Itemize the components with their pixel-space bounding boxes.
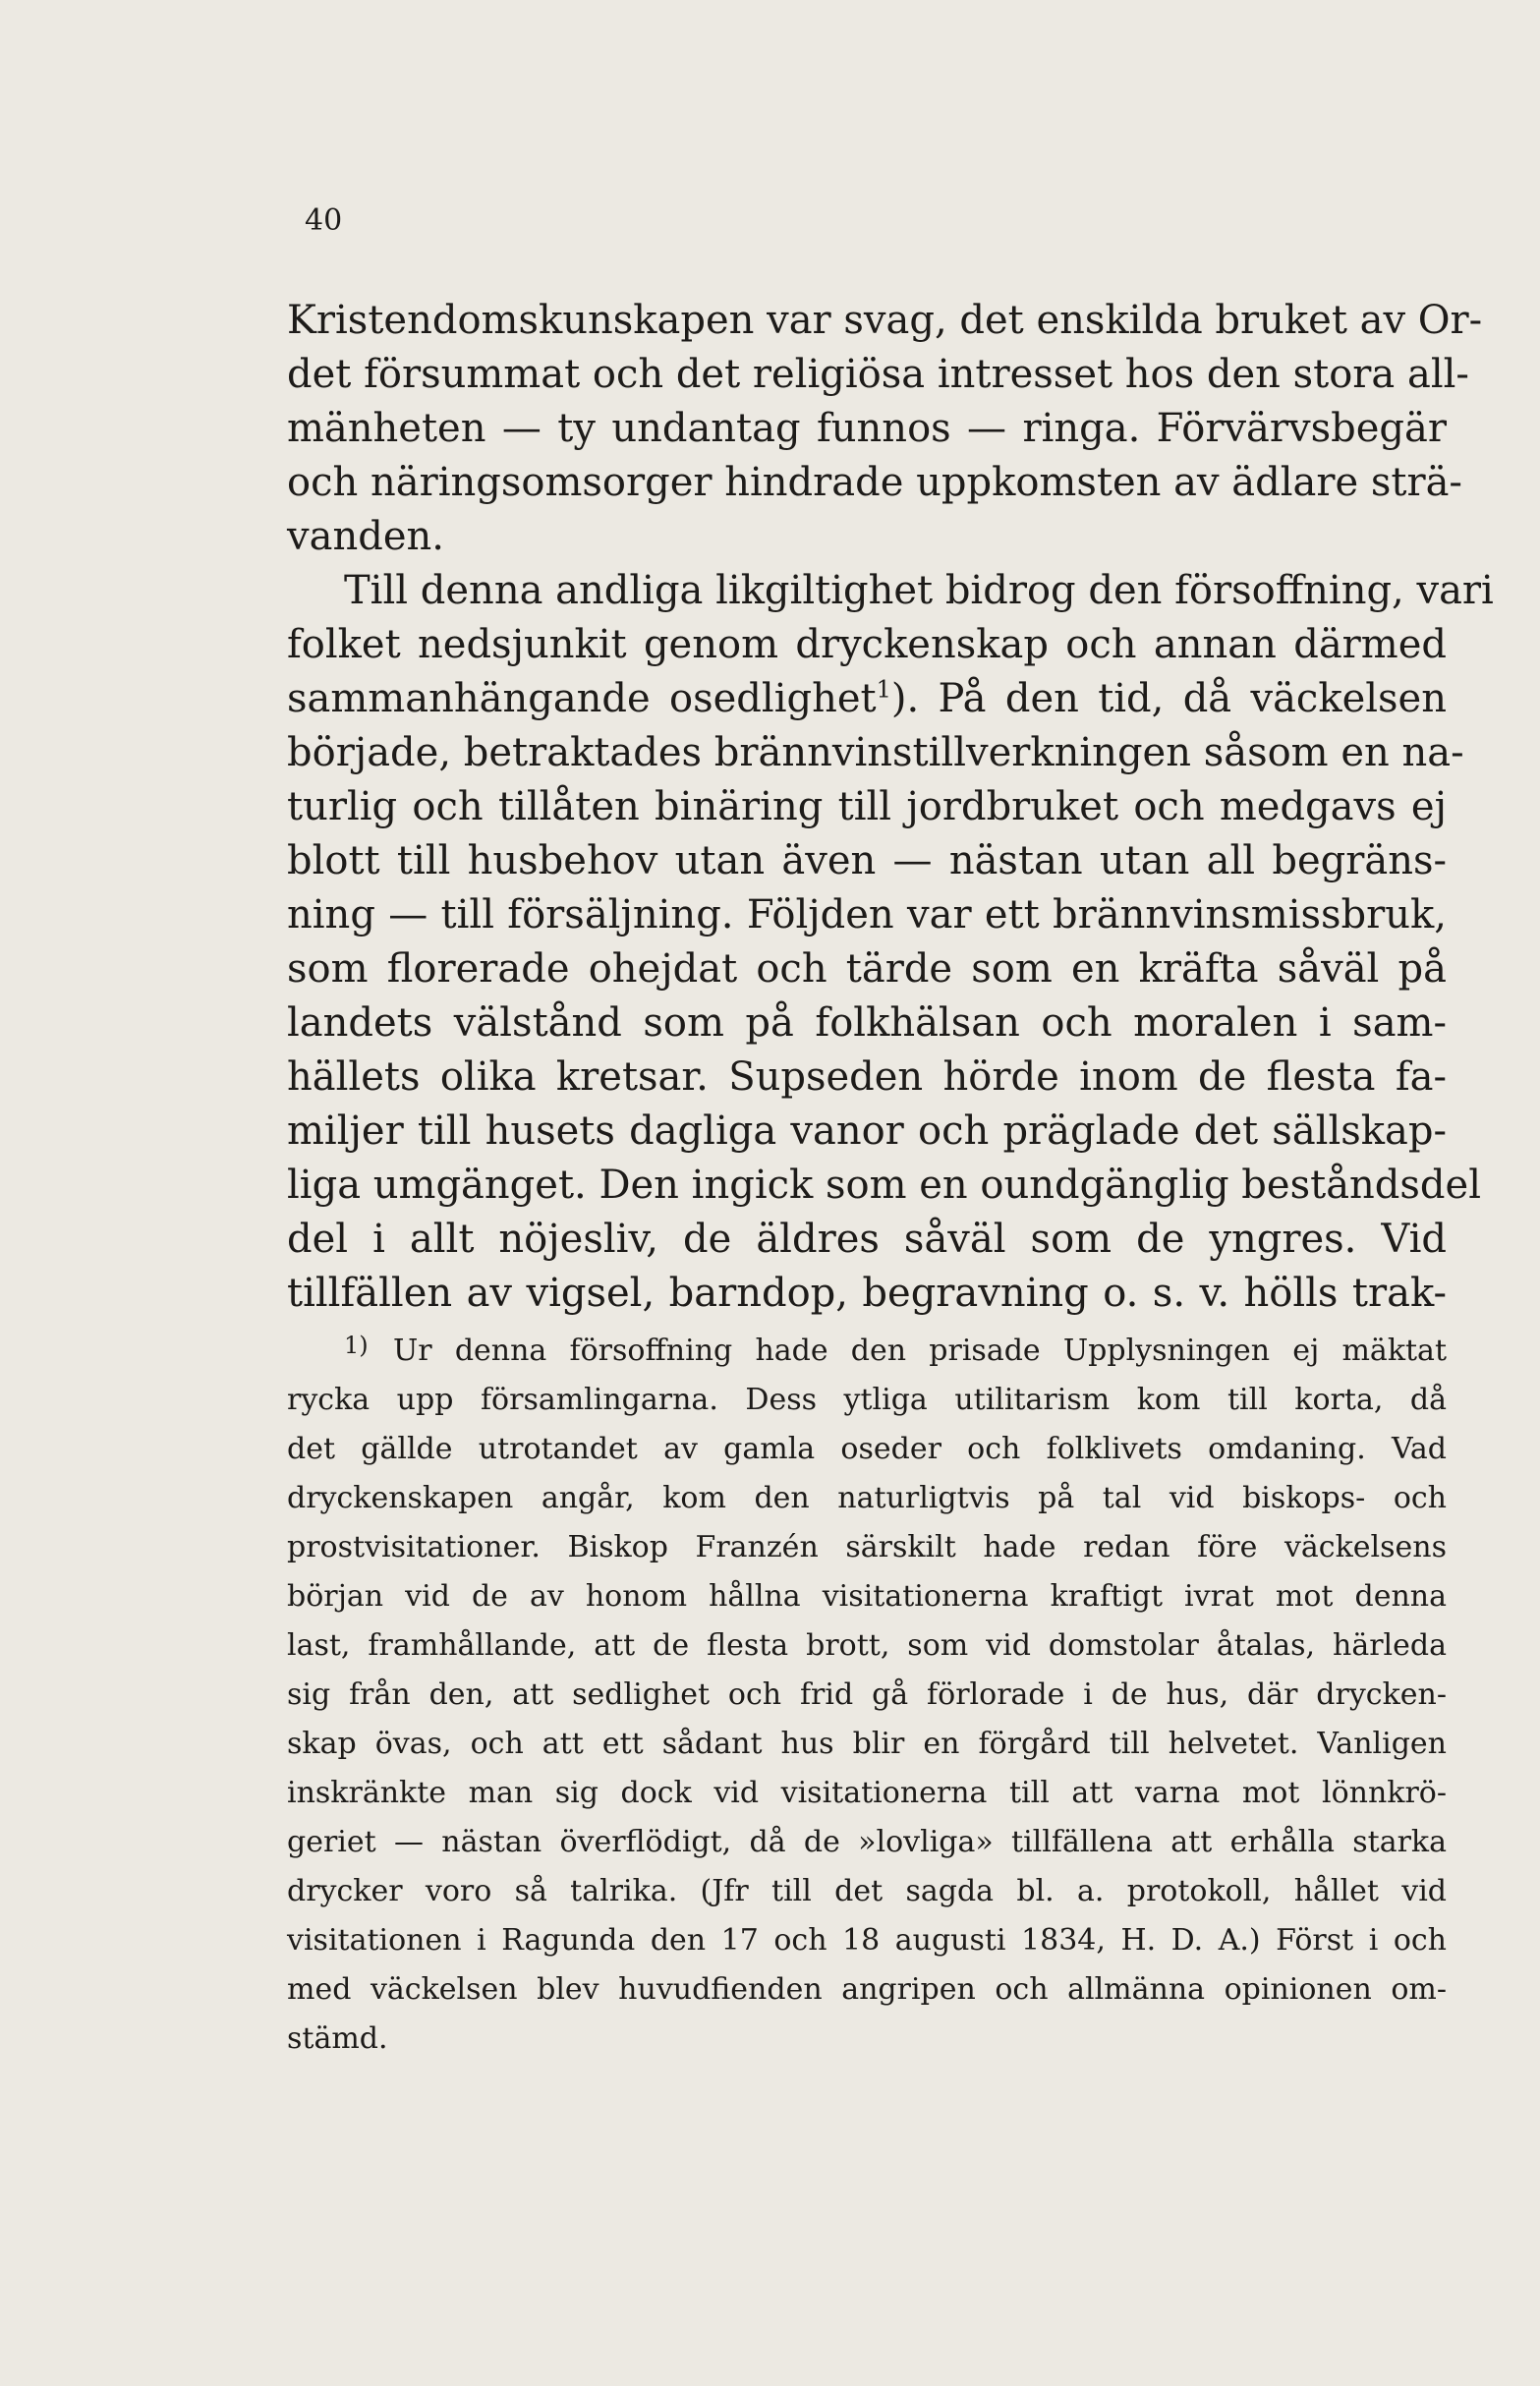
footnote-line: med väckelsen blev huvudfienden angripen och allmänna opinionen om- — [287, 1972, 1447, 2007]
body-line: blott till husbehov utan även — nästan utan all begräns- — [287, 838, 1447, 883]
body-line: och näringsomsorger hindrade uppkomsten av ädlare strä- — [287, 460, 1462, 505]
body-line: miljer till husets dagliga vanor och präglade det sällskap- — [287, 1108, 1447, 1154]
body-line-end: ). På den tid, då väckelsen — [890, 676, 1447, 721]
body-line: som florerade ohejdat och tärde som en kräfta såväl på — [287, 946, 1447, 992]
footnote-line: skap övas, och att ett sådant hus blir en förgård till helvetet. Vanligen — [287, 1727, 1447, 1761]
body-line-start: sammanhängande osedlighet — [287, 676, 877, 721]
body-line: landets välstånd som på folkhälsan och moralen i sam- — [287, 1000, 1447, 1046]
body-line: det försummat och det religiösa intresset hos den stora all- — [287, 352, 1469, 397]
footnote-reference: 1 — [876, 675, 891, 704]
footnote-marker: 1) — [344, 1332, 369, 1359]
body-line: började, betraktades brännvinstillverkningen såsom en na- — [287, 730, 1464, 775]
footnote-line: sig från den, att sedlighet och frid gå förlorade i de hus, där drycken- — [287, 1677, 1447, 1712]
body-line: folket nedsjunkit genom dryckenskap och annan därmed — [287, 622, 1447, 667]
body-line: Till denna andliga likgiltighet bidrog den försoffning, vari — [344, 568, 1494, 613]
footnote-line: inskränkte man sig dock vid visitationerna till att varna mot lönnkrö- — [287, 1776, 1447, 1810]
body-line: liga umgänget. Den ingick som en oundgänglig beståndsdel — [287, 1163, 1481, 1208]
footnote-line: det gällde utrotandet av gamla oseder och folklivets omdaning. Vad — [287, 1432, 1447, 1466]
footnote-line: stämd. — [287, 2021, 388, 2056]
body-line: tillfällen av vigsel, barndop, begravning o. s. v. hölls trak- — [287, 1271, 1447, 1316]
body-line: ning — till försäljning. Följden var ett brännvinsmissbruk, — [287, 892, 1447, 937]
footnote-line: rycka upp församlingarna. Dess ytliga utilitarism kom till korta, då — [287, 1383, 1447, 1417]
footnote-line: visitationen i Ragunda den 17 och 18 augusti 1834, H. D. A.) Först i och — [287, 1923, 1447, 1958]
body-line: turlig och tillåten binäring till jordbruket och medgavs ej — [287, 784, 1447, 829]
body-line: vanden. — [287, 514, 444, 559]
footnote-line: geriet — nästan överflödigt, då de »lovliga» tillfällena att erhålla starka — [287, 1825, 1447, 1859]
footnote-line: dryckenskapen angår, kom den naturligtvis på tal vid biskops- och — [287, 1481, 1447, 1515]
page-number: 40 — [305, 203, 343, 238]
body-line — [287, 673, 1447, 724]
body-line: del i allt nöjesliv, de äldres såväl som de yngres. Vid — [287, 1217, 1447, 1262]
body-line: mänheten — ty undantag funnos — ringa. Förvärvsbegär — [287, 406, 1447, 451]
body-line: hällets olika kretsar. Supseden hörde inom de flesta fa- — [287, 1054, 1447, 1100]
footnote-line: last, framhållande, att de flesta brott, som vid domstolar åtalas, härleda — [287, 1628, 1447, 1663]
footnote-line: början vid de av honom hållna visitationerna kraftigt ivrat mot denna — [287, 1579, 1447, 1614]
body-line: Kristendomskunskapen var svag, det enskilda bruket av Or- — [287, 298, 1483, 343]
footnote-line: prostvisitationer. Biskop Franzén särskilt hade redan före väckelsens — [287, 1530, 1447, 1564]
footnote-line: Ur denna försoffning hade den prisade Upplysningen ej mäktat — [393, 1334, 1447, 1368]
footnote-line: drycker voro så talrika. (Jfr till det sagda bl. a. protokoll, hållet vid — [287, 1874, 1447, 1908]
